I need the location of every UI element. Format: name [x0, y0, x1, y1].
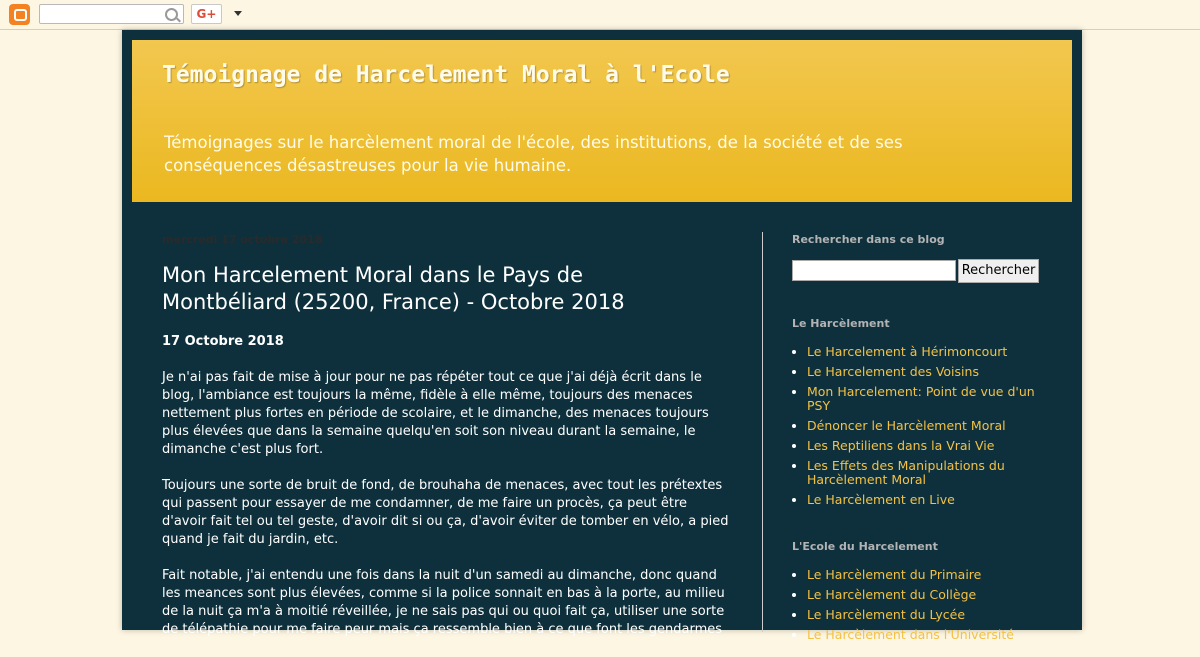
- list-item[interactable]: [807, 568, 1042, 582]
- post-title[interactable]: Mon Harcelement Moral dans le Pays de Montbéliard (25200, France) - Octobre 2018: [162, 263, 625, 314]
- search-button[interactable]: Rechercher: [958, 259, 1039, 283]
- list-item[interactable]: [807, 628, 1042, 642]
- link[interactable]: Le Harcèlement du Collège: [807, 587, 977, 602]
- search-widget-title: Rechercher dans ce blog: [792, 233, 945, 246]
- link[interactable]: Le Harcelement des Voisins: [807, 364, 979, 379]
- list-item[interactable]: [807, 365, 1042, 379]
- list-item[interactable]: [807, 459, 1042, 487]
- blog-header: [132, 40, 1072, 202]
- list-item[interactable]: [807, 608, 1042, 622]
- post-subtitle: 17 Octobre 2018: [162, 334, 284, 349]
- links-widget-title: L'Ecole du Harcelement: [792, 540, 938, 553]
- list-item[interactable]: [807, 345, 1042, 359]
- post-body: [162, 333, 732, 657]
- link[interactable]: Dénoncer le Harcèlement Moral: [807, 418, 1006, 433]
- links-list: [792, 568, 1042, 642]
- list-item[interactable]: [807, 385, 1042, 413]
- list-item[interactable]: [807, 439, 1042, 453]
- link[interactable]: Le Harcèlement du Lycée: [807, 607, 966, 622]
- google-plus-button[interactable]: G+: [191, 4, 222, 24]
- links-widget-harcelement: [792, 317, 1042, 513]
- search-icon[interactable]: [165, 8, 178, 21]
- link[interactable]: Le Harcèlement du Primaire: [807, 567, 982, 582]
- list-item[interactable]: [807, 419, 1042, 433]
- post-paragraph: Je n'ai pas fait de mise à jour pour ne pas répéter tout ce que j'ai déjà écrit dans le blog, l'ambiance est toujours la même, fidèle à elle même, toujours des menaces nettement plus fortes en période de scolaire, et le dimanche, des menaces toujours plus élevées que dans la semaine quelqu'en soit son niveau durant la semaine, le dimanche c'est plus fort.: [162, 370, 709, 457]
- chevron-down-icon[interactable]: [234, 11, 242, 16]
- link[interactable]: Les Reptiliens dans la Vrai Vie: [807, 438, 995, 453]
- content-outer: [122, 30, 1082, 642]
- blog-title[interactable]: Témoignage de Harcelement Moral à l'Ecole: [162, 62, 730, 88]
- link[interactable]: Le Harcèlement en Live: [807, 492, 955, 507]
- links-list: [792, 345, 1042, 507]
- links-widget-ecole: [792, 540, 1042, 648]
- blogger-icon[interactable]: [9, 4, 30, 25]
- post-date: mercredi 17 octobre 2018: [162, 233, 323, 246]
- navbar-search-input[interactable]: [39, 4, 184, 24]
- post-paragraph: Toujours une sorte de bruit de fond, de brouhaha de menaces, avec tout les prétextes qui passent pour essayer de me condamner, de me faire un procès, ça peut être d'avoir fait tel ou tel geste, d'avoir dit si ou ça, d'avoir éviter de tomber en vélo, a pied quand je fait du jardin, etc.: [162, 478, 729, 547]
- links-widget-title: Le Harcèlement: [792, 317, 890, 330]
- link[interactable]: Les Effets des Manipulations du Harcèlement Moral: [807, 458, 1005, 487]
- blog-search-input[interactable]: [792, 260, 956, 281]
- post-paragraph: Fait notable, j'ai entendu une fois dans la nuit d'un samedi au dimanche, donc quand les meances sont plus élevées, comme si la police sonnait en bas à la porte, au milieu de la nuit ça m'a à moitié réveillée, je ne sais pas qui ou quoi fait ça, utiliser une sorte de télépathie pour me faire peur mais ça ressemble bien à ce que font les gendarmes: [162, 568, 725, 637]
- blogger-navbar: [0, 0, 1200, 30]
- search-widget-title-wrap: [792, 233, 1042, 246]
- link[interactable]: Le Harcelement à Hérimoncourt: [807, 344, 1008, 359]
- blog-description: Témoignages sur le harcèlement moral de l'école, des institutions, de la société et de ses conséquences désastreuses pour la vie humaine.: [164, 133, 903, 175]
- link[interactable]: Mon Harcelement: Point de vue d'un PSY: [807, 384, 1035, 413]
- column-divider: [762, 232, 763, 632]
- list-item[interactable]: [807, 493, 1042, 507]
- link[interactable]: Le Harcèlement dans l'Université: [807, 627, 1014, 642]
- list-item[interactable]: [807, 588, 1042, 602]
